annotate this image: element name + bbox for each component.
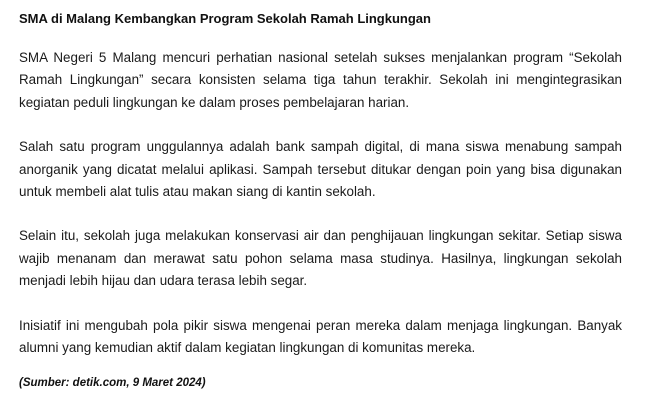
- article-body: [19, 47, 622, 359]
- paragraph-4: Inisiatif ini mengubah pola pikir siswa mengenai peran mereka dalam menjaga lingkungan. Banyak alumni yang kemudian aktif dalam kegiatan lingkungan di komunitas mereka.: [19, 317, 622, 356]
- paragraph-1: SMA Negeri 5 Malang mencuri perhatian nasional setelah sukses menjalankan program “Sekolah Ramah Lingkungan” secara konsisten selama tiga tahun terakhir. Sekolah ini mengintegrasikan kegiatan peduli lingkungan ke dalam proses pembelajaran harian.: [19, 50, 622, 110]
- source-citation: (Sumber: detik.com, 9 Maret 2024): [19, 377, 206, 390]
- paragraph-2: Salah satu program unggulannya adalah bank sampah digital, di mana siswa menabung sampah anorganik yang dicatat melalui aplikasi. Sampah tersebut ditukar dengan poin yang bisa digunakan untuk membeli alat tulis atau makan siang di kantin sekolah.: [19, 139, 622, 200]
- article-title: SMA di Malang Kembangkan Program Sekolah Ramah Lingkungan: [19, 11, 431, 26]
- paragraph-3: Selain itu, sekolah juga melakukan konservasi air dan penghijauan lingkungan sekitar. Setiap siswa wajib menanam dan merawat satu pohon selama masa studinya. Hasilnya, lingkungan sekolah menjadi lebih hijau dan udara terasa lebih segar.: [19, 228, 622, 289]
